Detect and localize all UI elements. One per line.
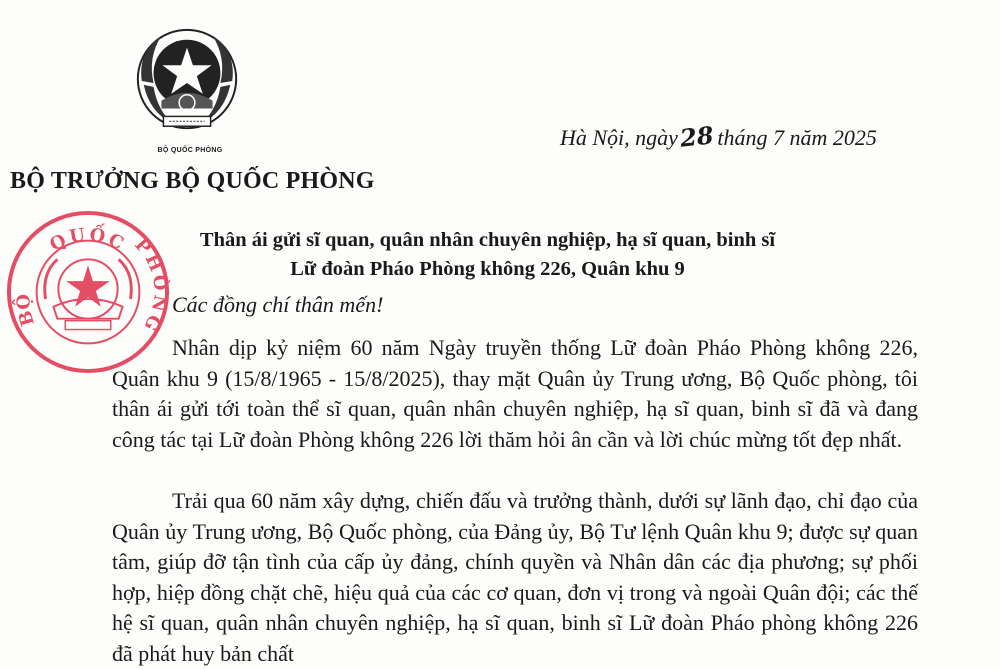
emblem-caption: BỘ QUỐC PHÒNG [157,147,223,154]
issuer-title: BỘ TRƯỞNG BỘ QUỐC PHÒNG [10,168,375,194]
date-line [560,122,877,151]
body-paragraph-2: Trải qua 60 năm xây dựng, chiến đấu và trưởng thành, dưới sự lãnh đạo, chỉ đạo của Quân ủy Trung ương, Bộ Quốc phòng, của Đảng ủy, Bộ Tư lệnh Quân khu 9; được sự quan tâm, giúp đỡ tận tình của cấp ủy đảng, chính quyền và Nhân dân các địa phương; sự phối hợp, hiệp đồng chặt chẽ, hiệu quả của các cơ quan, đơn vị trong và ngoài Quân đội; các thế hệ sĩ quan, quân nhân chuyên nghiệp, hạ sĩ quan, binh sĩ Lữ đoàn Pháo phòng không 226 đã phát huy bản chất [112,488,918,666]
letter-heading [120,226,855,284]
salutation: Các đồng chí thân mến! [172,292,384,317]
heading-line-1: Thân ái gửi sĩ quan, quân nhân chuyên nghiệp, hạ sĩ quan, binh sĩ [199,229,776,251]
heading-line-2: Lữ đoàn Pháo Phòng không 226, Quân khu 9 [290,258,685,280]
seal-text-right: PHÒNG [130,234,172,337]
seal-text-left: BỘ [13,293,39,329]
date-prefix: Hà Nội, ngày [560,125,678,150]
seal-text-top: QUỐC [46,224,130,256]
national-emblem-icon [128,22,246,140]
date-day: 28 [678,120,715,153]
date-suffix: tháng 7 năm 2025 [717,125,877,150]
svg-text:QUỐC [46,220,129,256]
body-paragraph-1: Nhân dịp kỷ niệm 60 năm Ngày truyền thống Lữ đoàn Pháo Phòng không 226, Quân khu 9 (15/8/1965 - 15/8/2025), thay mặt Quân ủy Trung ương, Bộ Quốc phòng, tôi thân ái gửi tới toàn thể sĩ quan, quân nhân chuyên nghiệp, hạ sĩ quan, binh sĩ đã và đang công tác tại Lữ đoàn Phòng không 226 lời thăm hỏi ân cần và lời chúc mừng tốt đẹp nhất. [112,335,918,452]
